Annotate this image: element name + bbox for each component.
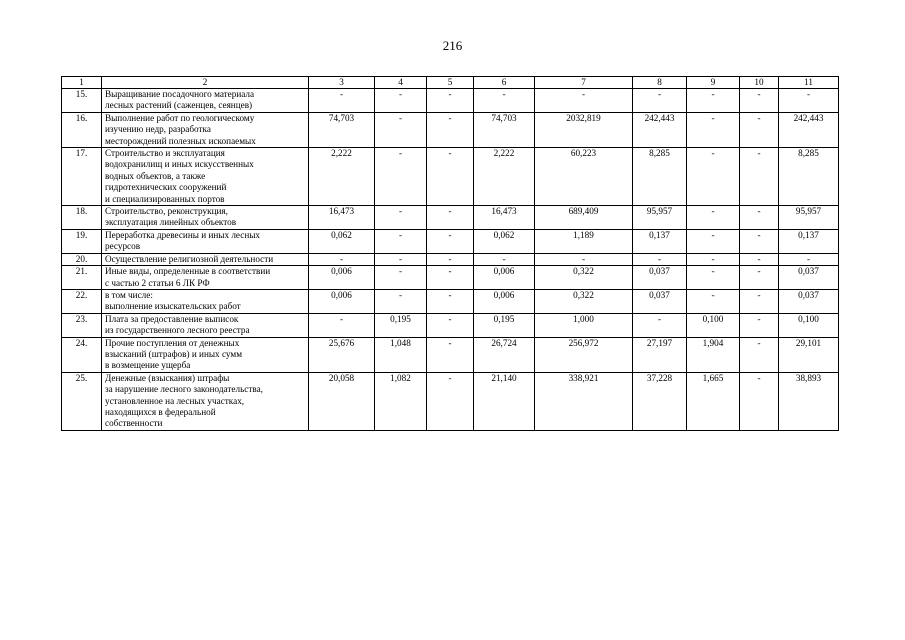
cell-col-8: 0,137 bbox=[633, 229, 687, 253]
column-header-5: 5 bbox=[427, 77, 474, 89]
cell-col-8: 27,197 bbox=[633, 337, 687, 372]
cell-col-9: 1,904 bbox=[687, 337, 740, 372]
cell-col-6: 0,062 bbox=[474, 229, 535, 253]
row-number: 21. bbox=[62, 266, 102, 290]
cell-col-3: 16,473 bbox=[309, 206, 375, 230]
description-line: ресурсов bbox=[105, 241, 141, 252]
cell-col-11: 0,037 bbox=[779, 289, 839, 313]
cell-col-11: 0,037 bbox=[779, 266, 839, 290]
cell-col-5: - bbox=[427, 229, 474, 253]
cell-col-4: 1,082 bbox=[375, 372, 427, 430]
row-description bbox=[102, 89, 309, 113]
description-line: и специализированных портов bbox=[105, 193, 225, 204]
cell-col-10: - bbox=[740, 112, 779, 147]
cell-col-9: - bbox=[687, 148, 740, 206]
table-row bbox=[62, 313, 839, 337]
description-line: водохранилищ и иных искусственных bbox=[105, 159, 254, 170]
cell-col-8: 37,228 bbox=[633, 372, 687, 430]
cell-col-11: 0,137 bbox=[779, 229, 839, 253]
row-description bbox=[102, 229, 309, 253]
description-line: Иные виды, определенные в соответствии bbox=[105, 266, 271, 277]
description-line: выполнение изыскательских работ bbox=[105, 301, 241, 312]
table-row bbox=[62, 89, 839, 113]
cell-col-4: 0,195 bbox=[375, 313, 427, 337]
description-line: Денежные (взыскания) штрафы bbox=[105, 372, 230, 383]
cell-col-5: - bbox=[427, 206, 474, 230]
cell-col-10: - bbox=[740, 229, 779, 253]
description-line: изучению недр, разработка bbox=[105, 124, 211, 135]
cell-col-3: 25,676 bbox=[309, 337, 375, 372]
description-line: Строительство и эксплуатация bbox=[105, 148, 225, 159]
row-description bbox=[102, 372, 309, 430]
cell-col-6: 26,724 bbox=[474, 337, 535, 372]
row-description bbox=[102, 253, 309, 265]
cell-col-4: - bbox=[375, 266, 427, 290]
cell-col-11: 38,893 bbox=[779, 372, 839, 430]
row-number: 20. bbox=[62, 253, 102, 265]
row-number: 19. bbox=[62, 229, 102, 253]
table-row bbox=[62, 266, 839, 290]
description-line: эксплуатация линейных объектов bbox=[105, 217, 237, 228]
cell-col-5: - bbox=[427, 313, 474, 337]
description-line: собственности bbox=[105, 418, 163, 429]
cell-col-8: - bbox=[633, 89, 687, 113]
data-table bbox=[61, 76, 839, 431]
cell-col-7: - bbox=[535, 89, 633, 113]
cell-col-7: 60,223 bbox=[535, 148, 633, 206]
cell-col-3: 20,058 bbox=[309, 372, 375, 430]
row-number: 18. bbox=[62, 206, 102, 230]
cell-col-11: - bbox=[779, 89, 839, 113]
cell-col-11: 0,100 bbox=[779, 313, 839, 337]
cell-col-9: - bbox=[687, 266, 740, 290]
column-header-2: 2 bbox=[102, 77, 309, 89]
description-line: Плата за предоставление выписок bbox=[105, 313, 239, 324]
description-line: Осуществление религиозной деятельности bbox=[105, 253, 274, 264]
row-number: 25. bbox=[62, 372, 102, 430]
cell-col-3: 0,006 bbox=[309, 266, 375, 290]
cell-col-10: - bbox=[740, 289, 779, 313]
cell-col-5: - bbox=[427, 253, 474, 265]
table-row bbox=[62, 337, 839, 372]
row-description bbox=[102, 206, 309, 230]
cell-col-11: - bbox=[779, 253, 839, 265]
cell-col-11: 242,443 bbox=[779, 112, 839, 147]
description-line: находящихся в федеральной bbox=[105, 406, 216, 417]
cell-col-3: 2,222 bbox=[309, 148, 375, 206]
cell-col-8: - bbox=[633, 253, 687, 265]
cell-col-5: - bbox=[427, 372, 474, 430]
cell-col-10: - bbox=[740, 266, 779, 290]
description-line: Переработка древесины и иных лесных bbox=[105, 229, 260, 240]
cell-col-8: 95,957 bbox=[633, 206, 687, 230]
description-line: за нарушение лесного законодательства, bbox=[105, 384, 263, 395]
cell-col-4: - bbox=[375, 229, 427, 253]
cell-col-4: - bbox=[375, 253, 427, 265]
cell-col-4: 1,048 bbox=[375, 337, 427, 372]
cell-col-3: 0,006 bbox=[309, 289, 375, 313]
cell-col-7: 0,322 bbox=[535, 289, 633, 313]
cell-col-6: 0,006 bbox=[474, 289, 535, 313]
cell-col-11: 95,957 bbox=[779, 206, 839, 230]
row-number: 15. bbox=[62, 89, 102, 113]
table-row bbox=[62, 289, 839, 313]
cell-col-6: 74,703 bbox=[474, 112, 535, 147]
description-line: Выращивание посадочного материала bbox=[105, 89, 255, 99]
cell-col-5: - bbox=[427, 289, 474, 313]
cell-col-9: - bbox=[687, 289, 740, 313]
cell-col-4: - bbox=[375, 148, 427, 206]
description-line: лесных растений (саженцев, сеянцев) bbox=[105, 100, 253, 111]
cell-col-10: - bbox=[740, 148, 779, 206]
cell-col-8: 0,037 bbox=[633, 289, 687, 313]
column-header-1: 1 bbox=[62, 77, 102, 89]
cell-col-6: 2,222 bbox=[474, 148, 535, 206]
cell-col-6: 0,195 bbox=[474, 313, 535, 337]
column-header-7: 7 bbox=[535, 77, 633, 89]
cell-col-5: - bbox=[427, 148, 474, 206]
description-line: взысканий (штрафов) и иных сумм bbox=[105, 348, 243, 359]
column-header-11: 11 bbox=[779, 77, 839, 89]
cell-col-10: - bbox=[740, 206, 779, 230]
description-line: из государственного лесного реестра bbox=[105, 325, 250, 336]
description-line: Прочие поступления от денежных bbox=[105, 337, 240, 348]
cell-col-7: 1,000 bbox=[535, 313, 633, 337]
cell-col-3: 74,703 bbox=[309, 112, 375, 147]
description-line: месторождений полезных ископаемых bbox=[105, 135, 256, 146]
column-header-9: 9 bbox=[687, 77, 740, 89]
column-header-8: 8 bbox=[633, 77, 687, 89]
cell-col-4: - bbox=[375, 112, 427, 147]
row-number: 23. bbox=[62, 313, 102, 337]
column-header-10: 10 bbox=[740, 77, 779, 89]
cell-col-9: - bbox=[687, 206, 740, 230]
column-header-3: 3 bbox=[309, 77, 375, 89]
row-description bbox=[102, 313, 309, 337]
column-header-4: 4 bbox=[375, 77, 427, 89]
table-row bbox=[62, 253, 839, 265]
cell-col-10: - bbox=[740, 253, 779, 265]
row-description bbox=[102, 148, 309, 206]
column-header-6: 6 bbox=[474, 77, 535, 89]
cell-col-10: - bbox=[740, 337, 779, 372]
cell-col-10: - bbox=[740, 372, 779, 430]
description-line: водных объектов, а также bbox=[105, 170, 206, 181]
page-number: 216 bbox=[442, 38, 463, 53]
cell-col-6: 21,140 bbox=[474, 372, 535, 430]
description-line: с частью 2 статьи 6 ЛК РФ bbox=[105, 277, 210, 288]
cell-col-7: 256,972 bbox=[535, 337, 633, 372]
description-line: Выполнение работ по геологическому bbox=[105, 112, 255, 123]
cell-col-11: 8,285 bbox=[779, 148, 839, 206]
cell-col-9: - bbox=[687, 253, 740, 265]
cell-col-4: - bbox=[375, 89, 427, 113]
row-number: 24. bbox=[62, 337, 102, 372]
cell-col-3: - bbox=[309, 89, 375, 113]
table-row bbox=[62, 148, 839, 206]
row-number: 22. bbox=[62, 289, 102, 313]
description-line: установленное на лесных участках, bbox=[105, 395, 245, 406]
cell-col-8: 8,285 bbox=[633, 148, 687, 206]
row-description bbox=[102, 337, 309, 372]
description-line: гидротехнических сооружений bbox=[105, 182, 227, 193]
cell-col-3: - bbox=[309, 253, 375, 265]
cell-col-9: - bbox=[687, 89, 740, 113]
cell-col-7: 338,921 bbox=[535, 372, 633, 430]
description-line: в том числе: bbox=[105, 289, 153, 300]
row-description bbox=[102, 289, 309, 313]
description-line: в возмещение ущерба bbox=[105, 360, 191, 371]
cell-col-3: - bbox=[309, 313, 375, 337]
cell-col-8: - bbox=[633, 313, 687, 337]
table-row bbox=[62, 206, 839, 230]
row-number: 16. bbox=[62, 112, 102, 147]
cell-col-9: - bbox=[687, 229, 740, 253]
table-row bbox=[62, 229, 839, 253]
cell-col-9: 0,100 bbox=[687, 313, 740, 337]
cell-col-11: 29,101 bbox=[779, 337, 839, 372]
cell-col-9: 1,665 bbox=[687, 372, 740, 430]
cell-col-6: 16,473 bbox=[474, 206, 535, 230]
cell-col-4: - bbox=[375, 289, 427, 313]
cell-col-10: - bbox=[740, 313, 779, 337]
cell-col-5: - bbox=[427, 89, 474, 113]
cell-col-4: - bbox=[375, 206, 427, 230]
row-description bbox=[102, 112, 309, 147]
cell-col-7: 1,189 bbox=[535, 229, 633, 253]
table-header-row bbox=[62, 77, 839, 89]
cell-col-5: - bbox=[427, 337, 474, 372]
cell-col-7: - bbox=[535, 253, 633, 265]
cell-col-7: 2032,819 bbox=[535, 112, 633, 147]
description-line: Строительство, реконструкция, bbox=[105, 206, 228, 217]
cell-col-8: 242,443 bbox=[633, 112, 687, 147]
row-description bbox=[102, 266, 309, 290]
row-number: 17. bbox=[62, 148, 102, 206]
cell-col-6: 0,006 bbox=[474, 266, 535, 290]
cell-col-5: - bbox=[427, 266, 474, 290]
cell-col-7: 0,322 bbox=[535, 266, 633, 290]
cell-col-3: 0,062 bbox=[309, 229, 375, 253]
cell-col-6: - bbox=[474, 253, 535, 265]
cell-col-5: - bbox=[427, 112, 474, 147]
cell-col-8: 0,037 bbox=[633, 266, 687, 290]
cell-col-7: 689,409 bbox=[535, 206, 633, 230]
cell-col-9: - bbox=[687, 112, 740, 147]
cell-col-10: - bbox=[740, 89, 779, 113]
cell-col-6: - bbox=[474, 89, 535, 113]
table-row bbox=[62, 112, 839, 147]
table-row bbox=[62, 372, 839, 430]
